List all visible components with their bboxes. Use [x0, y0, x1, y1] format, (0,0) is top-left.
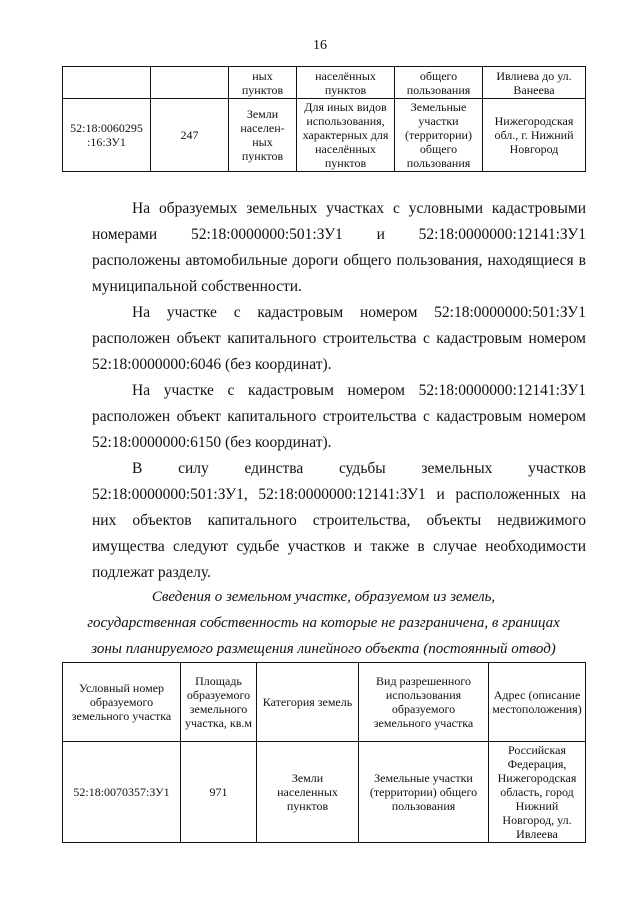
column-header: Вид разрешенного использования образуемого земельного участка	[359, 663, 489, 742]
table-cell: Земельные участки (территории) общего пользования	[395, 99, 483, 172]
top-table	[62, 66, 586, 172]
body-text	[92, 196, 586, 586]
table-cell: Земли населенных пунктов	[257, 742, 359, 843]
table-cell: населённых пунктов	[297, 67, 395, 99]
page-number: 16	[313, 38, 327, 53]
bottom-table	[62, 662, 586, 843]
table-cell: 247	[151, 99, 229, 172]
table-cell	[151, 67, 229, 99]
paragraph-plot-501: На участке с кадастровым номером 52:18:0000000:501:ЗУ1 расположен объект капитального строительства с кадастровым номером 52:18:0000000:6046 (без координат).	[92, 304, 586, 373]
paragraph-plot-12141: На участке с кадастровым номером 52:18:0000000:12141:ЗУ1 расположен объект капитального строительства с кадастровым номером 52:18:0000000:6150 (без координат).	[92, 382, 586, 451]
table-cell: Российская Федерация, Нижегородская область, город Нижний Новгород, ул. Ивлеева	[489, 742, 586, 843]
table-cell: ных пунктов	[229, 67, 297, 99]
column-header: Условный номер образуемого земельного участка	[63, 663, 181, 742]
table-cell: Нижегородская обл., г. Нижний Новгород	[483, 99, 586, 172]
column-header: Адрес (описание местоположения)	[489, 663, 586, 742]
table-cell: Для иных видов использования, характерных для населённых пунктов	[297, 99, 395, 172]
table-row	[63, 67, 586, 99]
caption-line: Сведения о земельном участке, образуемом из земель,	[151, 589, 496, 605]
column-header: Площадь образуемого земельного участка, кв.м	[181, 663, 257, 742]
caption-line: государственная собственность на которые не разграничена, в границах	[87, 615, 560, 631]
table-cell: Земельные участки (территории) общего пользования	[359, 742, 489, 843]
table-cell: 52:18:0070357:ЗУ1	[63, 742, 181, 843]
column-header: Категория земель	[257, 663, 359, 742]
table-cell: Ивлиева до ул. Ванеева	[483, 67, 586, 99]
section-caption	[62, 584, 585, 662]
caption-line: зоны планируемого размещения линейного объекта (постоянный отвод)	[91, 641, 556, 657]
paragraph-common-fate: В силу единства судьбы земельных участков 52:18:0000000:501:ЗУ1, 52:18:0000000:12141:ЗУ1 и расположенных на них объектов капитального строительства, объекты недвижимого имущества следуют судьбе участков и также в случае необходимости подлежат разделу.	[92, 460, 586, 581]
table-cell: 971	[181, 742, 257, 843]
table-header-row	[63, 663, 586, 742]
table-cell: общего пользования	[395, 67, 483, 99]
table-row	[63, 742, 586, 843]
table-cell: Земли населен-ных пунктов	[229, 99, 297, 172]
paragraph-roads: На образуемых земельных участках с условными кадастровыми номерами 52:18:0000000:501:ЗУ1 и 52:18:0000000:12141:ЗУ1 расположены автомобильные дороги общего пользования, находящиеся в муниципальной собственности.	[92, 200, 586, 295]
table-cell: 52:18:0060295 :16:ЗУ1	[63, 99, 151, 172]
table-cell	[63, 67, 151, 99]
table-row	[63, 99, 586, 172]
